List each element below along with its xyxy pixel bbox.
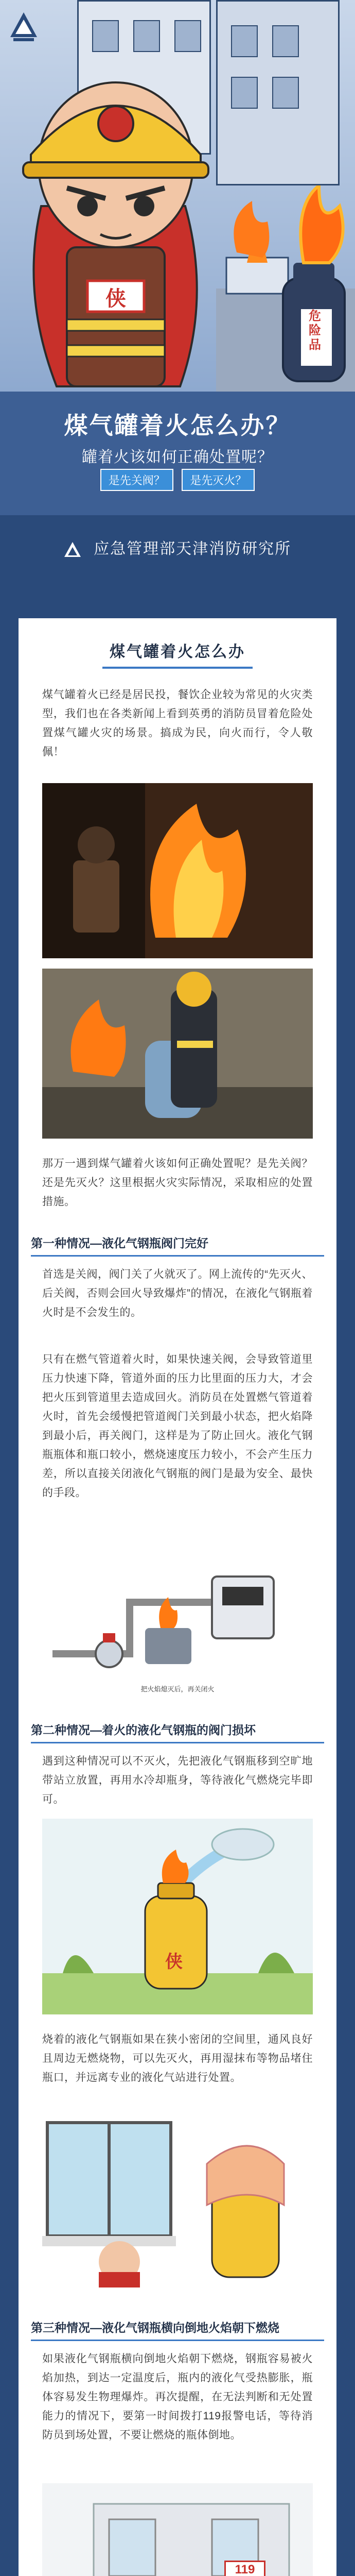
section-1-paragraph-2: 只有在燃气管道着火时，如果快速关阀，会导致管道里压力快速下降，管道外面的压力比里面的压力大，才会把火压到管道里去造成回火。消防员在处置燃气管道着火时，首先会缓慢把管道阀门关到最小状态，把火焰降到最小后，再关阀门，这样是为了防止回火。液化气钢瓶瓶体和瓶口较小，燃烧速度压力较小，不会产生压力差，所以直接关闭液化气钢瓶的阀门是最为安全、最快的手段。 bbox=[42, 1353, 313, 1499]
fire-research-logo-icon bbox=[9, 11, 38, 42]
org-name: 应急管理部天津消防研究所 bbox=[94, 540, 292, 557]
article-card bbox=[19, 618, 336, 2576]
call-119-illustration-icon bbox=[42, 2483, 313, 2576]
phone-sign: 119 bbox=[224, 2561, 265, 2576]
tag-extinguish: 是先灭火？ bbox=[182, 469, 255, 491]
main-title: 煤气罐着火怎么办？ bbox=[64, 412, 291, 439]
section-3-paragraph-1: 如果液化气钢瓶横向倒地火焰朝下燃烧，钢瓶容易被火焰加热，到达一定温度后，瓶内的液化气受热膨胀，瓶体容易发生物理爆炸。再次提醒，在无法判断和无处置能力的情况下，要第一时间拨打119报警电话，等待消防员到场处置，不要让燃烧的瓶体倒地。 bbox=[42, 2353, 313, 2441]
ventilation-illustration-icon bbox=[42, 2117, 313, 2287]
question-tags bbox=[0, 469, 355, 491]
danger-label: 危险品 bbox=[309, 309, 321, 352]
section-1-heading: 第一种情况—液化气钢瓶阀门完好 bbox=[31, 1234, 324, 1257]
article-title-wrap bbox=[19, 639, 336, 669]
badge-character: 侠 bbox=[105, 287, 126, 310]
org-logo-icon bbox=[64, 541, 81, 558]
section-2-heading: 第二种情况—着火的液化气钢瓶的阀门损坏 bbox=[31, 1721, 324, 1743]
sub-title: 罐着火该如何正确处置呢？ bbox=[82, 449, 273, 466]
intro-paragraph: 煤气罐着火已经是居民投，餐饮企业较为常见的火灾类型，我们也在各类新闻上看到英勇的消防员冒着危险处置煤气罐火灾的场景。搞成为民，向火而行，令人敬佩！ bbox=[42, 689, 313, 758]
tag-close-valve: 是先关阀？ bbox=[100, 469, 173, 491]
diagram-caption: 把火焰熄灭后，再关闭火 bbox=[140, 1685, 215, 1693]
cylinder-character: 侠 bbox=[165, 1952, 183, 1972]
section-1-paragraph-1: 首选是关阀，阀门关了火就灭了。网上流传的“先灭火、后关阀，否则会回火导致爆炸”的情况，在液化气钢瓶着火时是不会发生的。 bbox=[42, 1268, 313, 1318]
photo-firefighter-cylinder bbox=[42, 969, 313, 1139]
firefighter-character-icon bbox=[10, 77, 226, 392]
hero-illustration bbox=[0, 0, 355, 515]
section-2-paragraph-2: 烧着的液化气钢瓶如果在狭小密闭的空间里，通风良好且周边无燃烧物，可以先灭火，再用湿抹布等物品堵住瓶口，并远离专业的液化气站进行处置。 bbox=[42, 2033, 313, 2083]
section-3-heading: 第三种情况—液化气钢瓶横向倒地火焰朝下燃烧 bbox=[31, 2318, 324, 2341]
cooling-cylinder-illustration-icon bbox=[42, 1819, 313, 2014]
question-paragraph: 那万一遇到煤气罐着火该如何正确处置呢？是先关阀？还是先灭火？这里根据火灾实际情况，采取相应的处置措施。 bbox=[42, 1158, 313, 1208]
burning-gas-cylinder-icon bbox=[216, 185, 355, 392]
photo-fire-cylinder bbox=[42, 783, 313, 958]
article-title: 煤气罐着火怎么办 bbox=[102, 639, 253, 669]
org-line bbox=[0, 536, 355, 558]
section-2-paragraph-1: 遇到这种情况可以不灭火，先把液化气钢瓶移到空旷地带站立放置，再用水冷却瓶身，等待液化气燃烧完毕即可。 bbox=[42, 1755, 313, 1805]
